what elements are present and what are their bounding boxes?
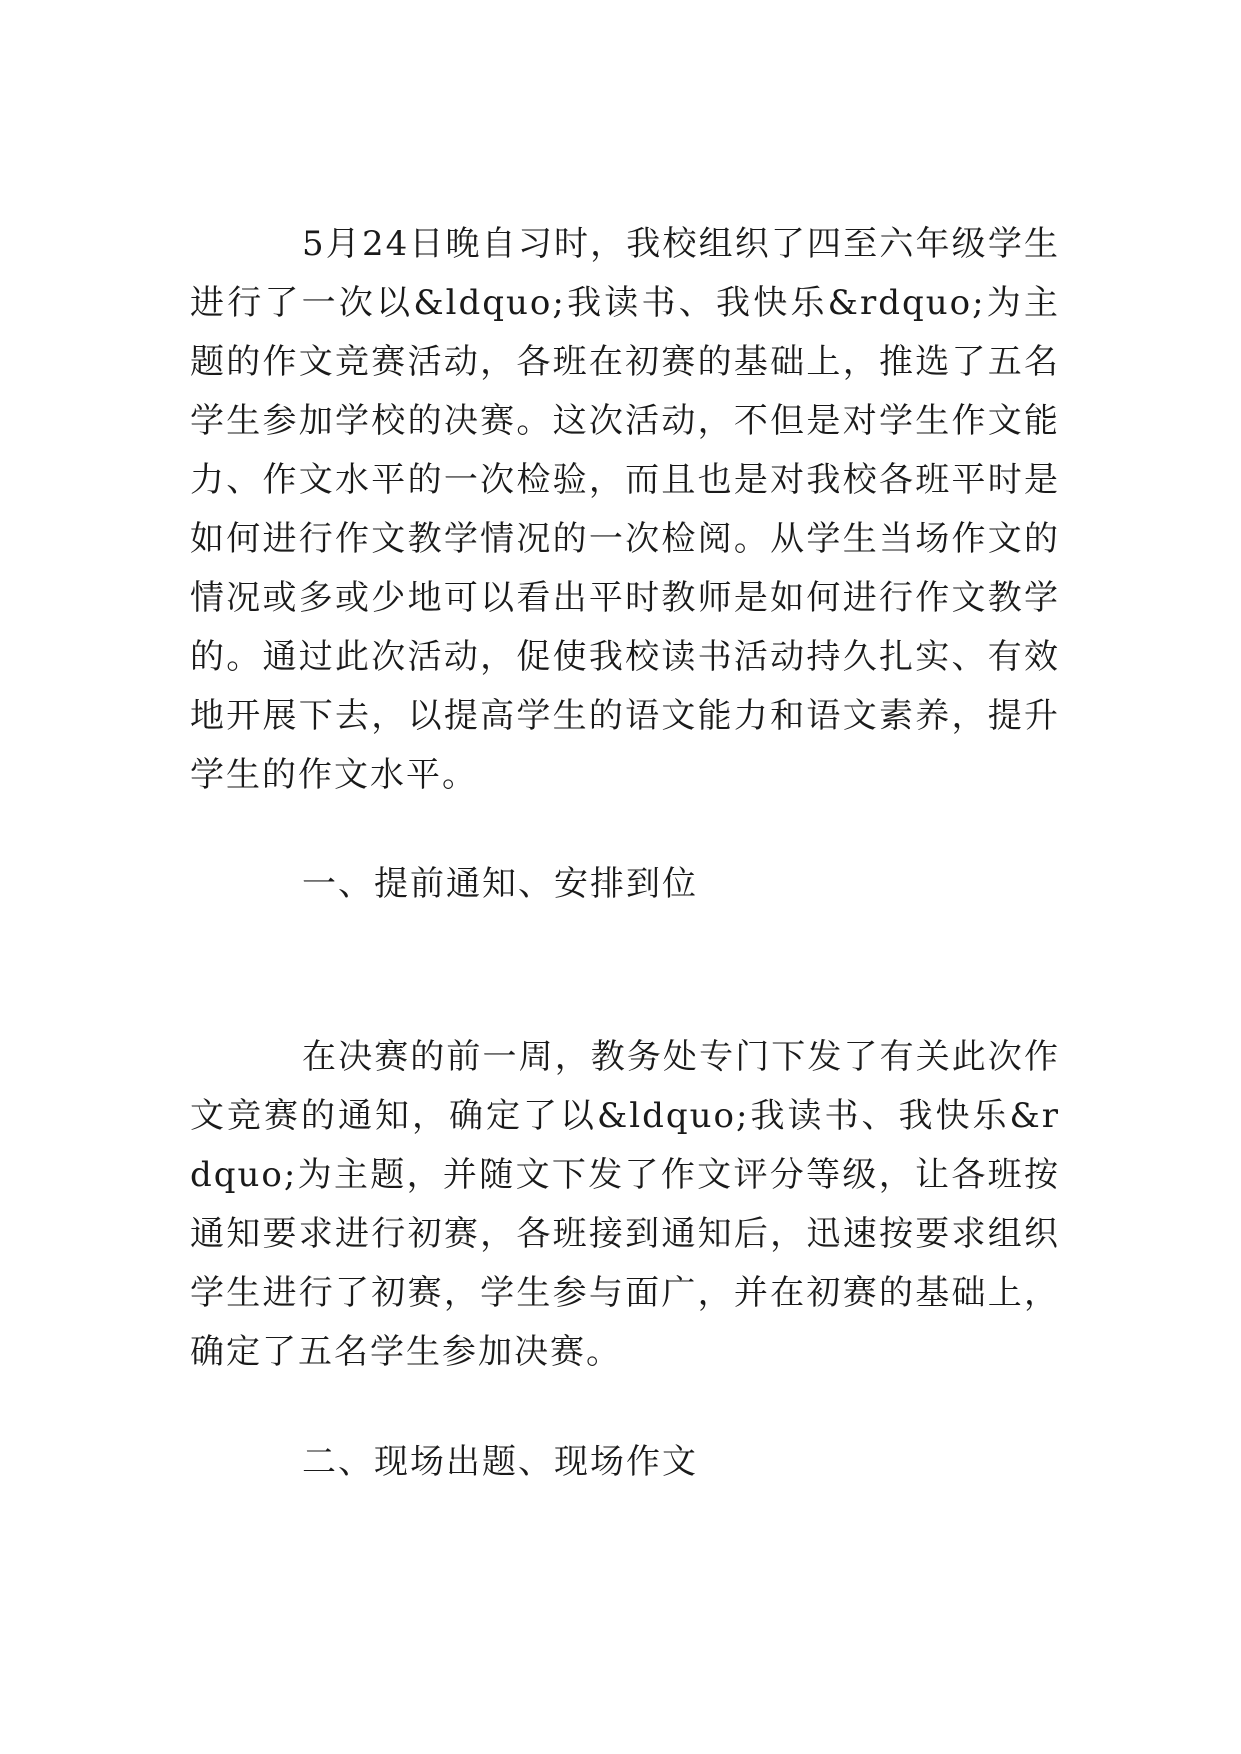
body-paragraph: 5月24日晚自习时，我校组织了四至六年级学生进行了一次以&ldquo;我读书、我快乐&rdquo;为主题的作文竞赛活动，各班在初赛的基础上，推选了五名学生参加学校的决赛。这次活动，不但是对学生作文能力、作文水平的一次检验，而且也是对我校各班平时是如何进行作文教学情况的一次检阅。从学生当场作文的情况或多或少地可以看出平时教师是如何进行作文教学的。通过此次活动，促使我校读书活动持久扎实、有效地开展下去，以提高学生的语文能力和语文素养，提升学生的作文水平。 <box>190 224 1060 795</box>
body-paragraph: 在决赛的前一周，教务处专门下发了有关此次作文竞赛的通知，确定了以&ldquo;我读书、我快乐&rdquo;为主题，并随文下发了作文评分等级，让各班按通知要求进行初赛，各班接到通知后，迅速按要求组织学生进行了初赛，学生参与面广，并在初赛的基础上，确定了五名学生参加决赛。 <box>190 1037 1060 1372</box>
section-heading: 二、现场出题、现场作文 <box>302 1442 698 1482</box>
section-heading: 一、提前通知、安排到位 <box>302 864 698 904</box>
